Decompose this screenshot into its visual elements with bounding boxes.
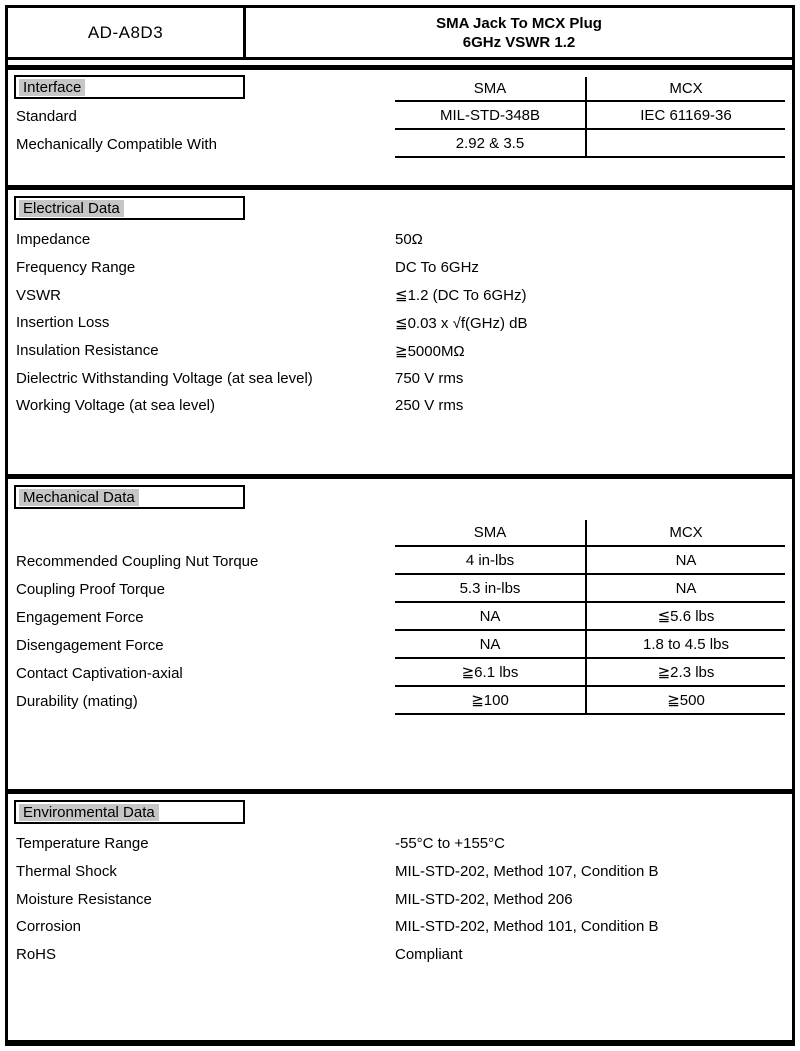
row-value: ≦0.03 x √f(GHz) dB [395,314,528,332]
mcx-value: NA [585,575,785,603]
mcx-value: ≧500 [585,687,785,715]
table-row [8,575,785,603]
mechanical-section-bar [8,474,792,479]
row-label: Impedance [16,231,91,249]
table-row [8,603,785,631]
mcx-value: ≧2.3 lbs [585,659,785,687]
row-label: Mechanically Compatible With [16,135,217,153]
spec-row [16,254,786,282]
row-value: MIL-STD-202, Method 101, Condition B [395,918,659,936]
row-value: ≧5000MΩ [395,342,465,360]
electrical-rows [16,226,786,420]
mechanical-table [8,520,785,715]
mcx-value: NA [585,547,785,575]
sma-value: 5.3 in-lbs [395,575,585,603]
electrical-section-bar [8,185,792,190]
mcx-value [585,130,785,158]
interface-section-title: Interface [19,79,85,96]
spec-row [16,364,786,392]
model-number: AD-A8D3 [8,8,246,57]
mechanical-section-title: Mechanical Data [19,489,139,506]
spec-row [16,885,786,913]
electrical-section-title-box [14,196,245,220]
sma-value: ≧100 [395,687,585,715]
row-label: Standard [16,107,77,125]
sma-value: MIL-STD-348B [395,102,585,130]
mcx-value: ≦5.6 lbs [585,603,785,631]
doc-title-line1: SMA Jack To MCX Plug [436,14,602,32]
mechanical-section-title-box [14,485,245,509]
sma-value: 2.92 & 3.5 [395,130,585,158]
doc-title-line2: 6GHz VSWR 1.2 [462,33,576,51]
mechanical-header-row [8,520,785,547]
row-value: DC To 6GHz [395,259,479,277]
spec-row [16,392,786,420]
row-label: Moisture Resistance [16,890,152,908]
row-value: 250 V rms [395,397,464,415]
row-label: VSWR [16,286,61,304]
mcx-value: IEC 61169-36 [585,102,785,130]
row-label: Frequency Range [16,259,136,277]
doc-header [8,8,792,60]
row-label: Recommended Coupling Nut Torque [16,552,259,570]
sma-value: 4 in-lbs [395,547,585,575]
row-label: Dielectric Withstanding Voltage (at sea level) [16,369,313,387]
spec-row [16,337,786,365]
column-header-mcx: MCX [585,520,785,547]
doc-title [246,8,792,57]
table-row [8,102,785,130]
table-row [8,130,785,158]
row-label: Thermal Shock [16,863,117,881]
row-value: ≦1.2 (DC To 6GHz) [395,287,527,305]
spec-row [16,913,786,941]
spec-row [16,281,786,309]
empty-header-cell [8,77,395,102]
sma-value: NA [395,603,585,631]
interface-table [8,77,785,158]
electrical-section-title: Electrical Data [19,200,124,217]
row-value: MIL-STD-202, Method 206 [395,890,573,908]
row-label: Temperature Range [16,835,149,853]
row-value: 50Ω [395,231,423,249]
row-label: RoHS [16,946,57,964]
row-label: Coupling Proof Torque [16,580,165,598]
row-label: Engagement Force [16,608,144,626]
table-row [8,659,785,687]
row-value: Compliant [395,946,463,964]
spec-row [16,941,786,969]
empty-header-cell [8,520,395,547]
row-value: MIL-STD-202, Method 107, Condition B [395,863,659,881]
spec-row [16,858,786,886]
row-label: Disengagement Force [16,636,164,654]
row-label: Working Voltage (at sea level) [16,397,215,415]
environmental-section-title: Environmental Data [19,804,159,821]
table-row [8,547,785,575]
table-row [8,687,785,715]
environmental-section-title-box [14,800,245,824]
row-label: Insertion Loss [16,314,110,332]
column-header-sma: SMA [395,77,585,102]
row-label: Contact Captivation-axial [16,664,183,682]
row-label: Durability (mating) [16,692,138,710]
environmental-rows [16,830,786,968]
table-row [8,631,785,659]
column-header-sma: SMA [395,520,585,547]
environmental-section-bar [8,789,792,794]
row-value: -55°C to +155°C [395,835,505,853]
interface-header-row [8,77,785,102]
spec-row [16,830,786,858]
spec-row [16,309,786,337]
column-header-mcx: MCX [585,77,785,102]
spec-row [16,226,786,254]
row-value: 750 V rms [395,369,464,387]
mcx-value: 1.8 to 4.5 lbs [585,631,785,659]
row-label: Insulation Resistance [16,342,159,360]
sma-value: NA [395,631,585,659]
sma-value: ≧6.1 lbs [395,659,585,687]
interface-section-bar [8,65,792,70]
row-label: Corrosion [16,918,82,936]
